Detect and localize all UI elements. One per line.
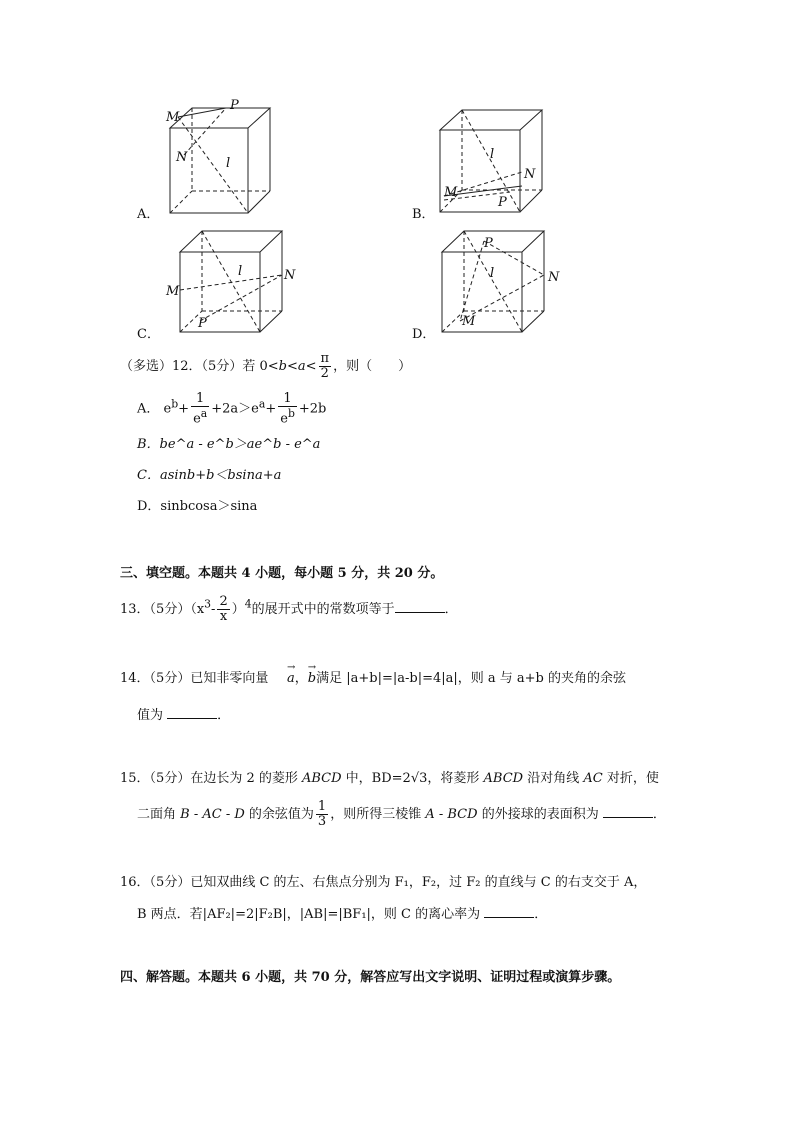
q15-den: 3 (317, 814, 327, 829)
q14-comma: ， (294, 671, 308, 686)
q12-prefix: （多选）12．（5分）若 0< (120, 359, 279, 374)
q12-lt2: < (305, 359, 317, 374)
option-d-label: D． (412, 327, 436, 342)
q14-end: ． (217, 708, 231, 723)
q15-end: ． (652, 807, 666, 822)
q13-fraction (217, 595, 229, 624)
exp-b2: b (287, 407, 295, 420)
question-14-line2 (137, 706, 230, 725)
q13-sup4: 4 (244, 597, 252, 611)
sqrt-3: √3 (410, 771, 428, 786)
two-denominator: 2 (320, 366, 329, 381)
plus2: + (265, 401, 277, 417)
vector-b: → b (308, 670, 316, 688)
cube-figure-b (430, 100, 560, 225)
one2: 1 (278, 392, 297, 407)
tail: +2a＞ (211, 401, 252, 417)
question-14-line1: 14．（5分）已知非零向量 (120, 671, 269, 686)
section-4-heading: 四、解答题。本题共 6 小题，共 70 分，解答应写出文字说明、证明过程或演算步骤。 (120, 970, 621, 985)
svg-text:M: M (166, 284, 180, 299)
tail2: +2b (298, 401, 327, 417)
q13-suffix: 的展开式中的常数项等于 (251, 602, 395, 617)
q13-num: 2 (219, 594, 228, 609)
q15-1b: 中，BD=2 (341, 771, 411, 786)
q12-lt1: < (286, 359, 298, 374)
q15-ac: AC (583, 771, 603, 786)
q14-mid: 满足 |a+b|=|a-b|=4|a|，则 a 与 a+b 的夹角的余弦 (316, 671, 627, 686)
vector-a: → a (287, 670, 295, 688)
ea (191, 407, 209, 426)
svg-text:l: l (490, 147, 495, 162)
q13-end: ． (444, 602, 458, 617)
answer-blank-15[interactable] (603, 805, 653, 818)
section-3-heading: 三、填空题。本题共 4 小题，每小题 5 分，共 20 分。 (120, 566, 444, 581)
option-c-label: C． (137, 327, 160, 342)
option-b-label: B． (412, 207, 435, 222)
answer-blank-13[interactable] (395, 600, 445, 613)
question-16-line2 (137, 905, 547, 924)
q12-option-d: D．sinbcosa＞sina (137, 499, 258, 514)
fraction-1-over-eb (278, 392, 297, 426)
q15-2b: 的余弦值为 (244, 807, 314, 822)
svg-text:l: l (226, 156, 231, 171)
cube-figure-d (430, 225, 570, 340)
e-base2: e (251, 401, 259, 417)
eb (278, 407, 297, 426)
q15-1e: 对折，使 (602, 771, 659, 786)
question-12 (120, 352, 411, 381)
q12-option-c: C．asinb+b＜bsina+a (137, 468, 282, 483)
answer-blank-14[interactable] (167, 706, 217, 719)
svg-text:M: M (166, 110, 180, 125)
option-a-label: A． (137, 207, 160, 222)
plus: + (178, 401, 190, 417)
svg-text:l: l (490, 266, 495, 281)
svg-text:M: M (444, 185, 458, 200)
pi-over-2 (319, 352, 332, 381)
one: 1 (191, 392, 209, 407)
q15-2c: ，则所得三棱锥 (330, 807, 426, 822)
q15-abcd3: A - BCD (425, 807, 478, 822)
exp-a2: a (258, 397, 266, 411)
q15-2a: 二面角 (137, 807, 181, 822)
q14-line2-text: 值为 (137, 708, 164, 723)
question-15-line1 (120, 770, 659, 788)
q13-sup3: 3 (204, 597, 212, 611)
q15-1a: 15．（5分）在边长为 2 的菱形 (120, 771, 302, 786)
cube-figure-a (160, 95, 290, 220)
answer-blank-16[interactable] (484, 905, 534, 918)
svg-text:N: N (284, 268, 296, 283)
q16-end: ． (534, 907, 548, 922)
q12-a: a (297, 359, 306, 374)
question-15-line2 (137, 800, 666, 829)
cube-figure-c (160, 225, 300, 340)
e4: e (280, 411, 288, 427)
pi-numerator: π (320, 351, 330, 366)
q15-abcd2: ABCD (483, 771, 524, 786)
svg-text:P: P (198, 316, 207, 331)
svg-text:P: P (498, 195, 507, 210)
svg-text:N: N (176, 150, 188, 165)
exp-a: a (200, 407, 208, 420)
question-14-rest (287, 670, 626, 688)
q16-line2-text: B 两点．若|AF₂|=2|F₂B|，|AB|=|BF₁|，则 C 的离心率为 (137, 907, 481, 922)
opt-a-label: A． (137, 401, 160, 417)
q13-close: ） (231, 602, 245, 617)
svg-text:l: l (238, 264, 243, 279)
exp-b: b (171, 397, 179, 411)
question-16-line1: 16．（5分）已知双曲线 C 的左、右焦点分别为 F₁，F₂，过 F₂ 的直线与 C 的右支交于 A， (120, 875, 647, 890)
fraction-1-over-ea (191, 392, 209, 426)
question-13 (120, 595, 458, 624)
q12-suffix: ，则（ ） (333, 359, 412, 374)
q13-minus: - (211, 602, 216, 617)
svg-text:N: N (524, 167, 536, 182)
q15-1c: ，将菱形 (427, 771, 484, 786)
q12-option-a (137, 392, 326, 426)
svg-text:M: M (462, 314, 476, 329)
svg-text:N: N (548, 270, 560, 285)
e: e (193, 411, 201, 427)
q15-1d: 沿对角线 (523, 771, 584, 786)
svg-text:P: P (230, 98, 239, 113)
one-third-fraction (316, 800, 328, 829)
e-base: e (163, 401, 172, 417)
svg-text:P: P (484, 236, 493, 251)
q15-abcd: ABCD (301, 771, 342, 786)
q15-num: 1 (317, 799, 327, 814)
q13-prefix: 13．（5分）（x (120, 602, 205, 617)
q12-b: b (278, 359, 287, 374)
q13-den: x (219, 609, 228, 624)
q15-2d: 的外接球的表面积为 (477, 807, 599, 822)
q12-option-b: B．be^a - e^b＞ae^b - e^a (137, 437, 321, 452)
q15-bacd: B - AC - D (180, 807, 245, 822)
